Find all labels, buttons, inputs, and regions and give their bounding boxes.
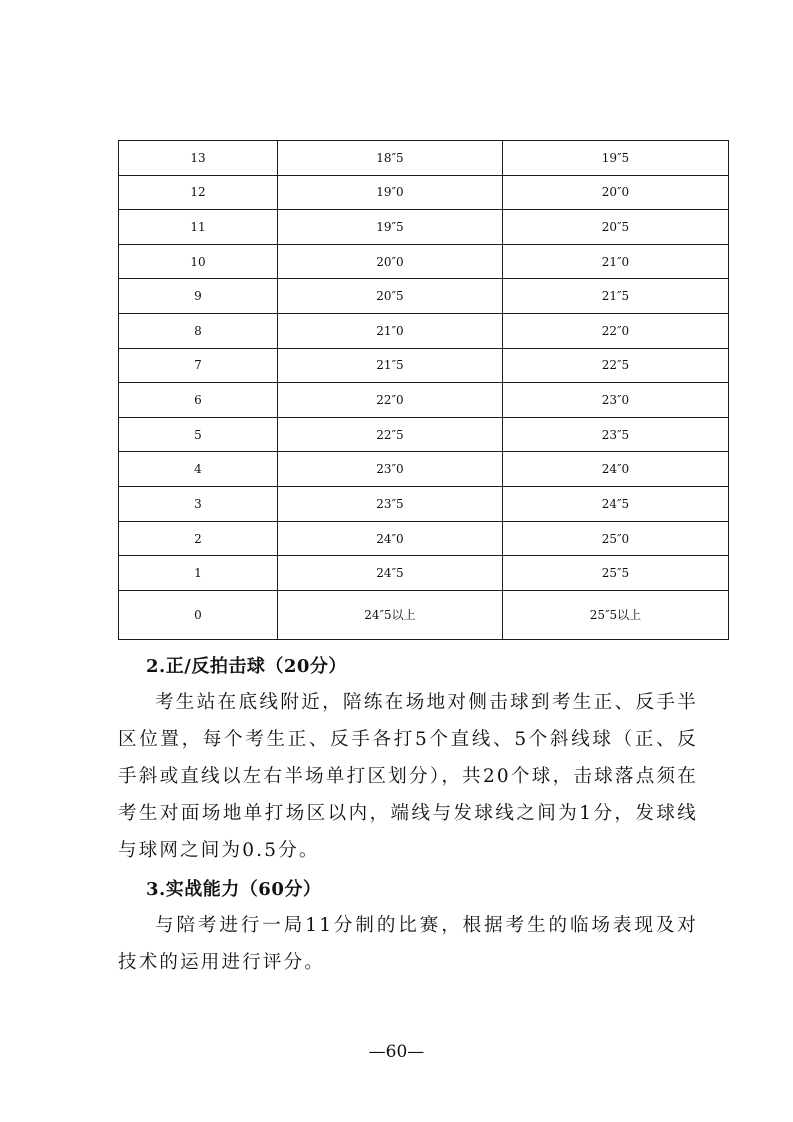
- table-row: [119, 210, 729, 245]
- table-row: [119, 314, 729, 349]
- table-row: [119, 452, 729, 487]
- table-row: [119, 279, 729, 314]
- time-cell-col3: 21″0: [503, 244, 729, 279]
- time-cell-col2: 18″5: [278, 141, 503, 176]
- section-title-forehand-backhand: 2.正/反拍击球（20分）: [146, 656, 347, 677]
- time-cell-col3: 20″5: [503, 210, 729, 245]
- score-cell: 12: [119, 175, 278, 210]
- score-cell: 9: [119, 279, 278, 314]
- score-cell: 11: [119, 210, 278, 245]
- time-cell-col2: 22″0: [278, 383, 503, 418]
- score-cell: 7: [119, 348, 278, 383]
- time-cell-col2: 21″5: [278, 348, 503, 383]
- time-cell-col2: 24″0: [278, 521, 503, 556]
- section-body-match-ability: 与陪考进行一局11分制的比赛，根据考生的临场表现及对技术的运用进行评分。: [118, 915, 698, 973]
- time-cell-col3: 19″5: [503, 141, 729, 176]
- score-cell: 0: [119, 590, 278, 639]
- time-cell-col3: 23″0: [503, 383, 729, 418]
- score-cell: 2: [119, 521, 278, 556]
- table-row: [119, 244, 729, 279]
- time-cell-col3: 25″5以上: [503, 590, 729, 639]
- time-cell-col2: 19″0: [278, 175, 503, 210]
- score-cell: 3: [119, 487, 278, 522]
- time-cell-col3: 20″0: [503, 175, 729, 210]
- time-cell-col3: 24″0: [503, 452, 729, 487]
- score-cell: 13: [119, 141, 278, 176]
- time-cell-col3: 25″5: [503, 556, 729, 591]
- time-cell-col2: 22″5: [278, 417, 503, 452]
- time-cell-col3: 25″0: [503, 521, 729, 556]
- time-cell-col2: 20″0: [278, 244, 503, 279]
- time-cell-col2: 19″5: [278, 210, 503, 245]
- section-title-match-ability: 3.实战能力（60分）: [146, 879, 322, 900]
- time-cell-col3: 21″5: [503, 279, 729, 314]
- time-cell-col3: 22″0: [503, 314, 729, 349]
- time-cell-col2: 20″5: [278, 279, 503, 314]
- table-row: [119, 487, 729, 522]
- section-body-forehand-backhand: 考生站在底线附近，陪练在场地对侧击球到考生正、反手半区位置，每个考生正、反手各打5个直线、5个斜线球（正、反手斜或直线以左右半场单打区划分），共20个球，击球落点须在考生对面场地单打场区以内，端线与发球线之间为1分，发球线与球网之间为0.5分。: [118, 692, 698, 861]
- table-row: [119, 556, 729, 591]
- table-row: [119, 417, 729, 452]
- time-cell-col2: 23″0: [278, 452, 503, 487]
- score-cell: 5: [119, 417, 278, 452]
- score-cell: 10: [119, 244, 278, 279]
- score-cell: 6: [119, 383, 278, 418]
- time-cell-col2: 21″0: [278, 314, 503, 349]
- page-number: —60—: [368, 1042, 425, 1062]
- score-table: [118, 140, 729, 640]
- table-row: [119, 521, 729, 556]
- score-cell: 1: [119, 556, 278, 591]
- time-cell-col2: 23″5: [278, 487, 503, 522]
- time-cell-col2: 24″5以上: [278, 590, 503, 639]
- time-cell-col3: 22″5: [503, 348, 729, 383]
- time-cell-col3: 23″5: [503, 417, 729, 452]
- table-row: [119, 348, 729, 383]
- score-cell: 4: [119, 452, 278, 487]
- time-cell-col2: 24″5: [278, 556, 503, 591]
- table-row: [119, 383, 729, 418]
- time-cell-col3: 24″5: [503, 487, 729, 522]
- table-row: [119, 141, 729, 176]
- table-row: [119, 590, 729, 639]
- table-row: [119, 175, 729, 210]
- score-cell: 8: [119, 314, 278, 349]
